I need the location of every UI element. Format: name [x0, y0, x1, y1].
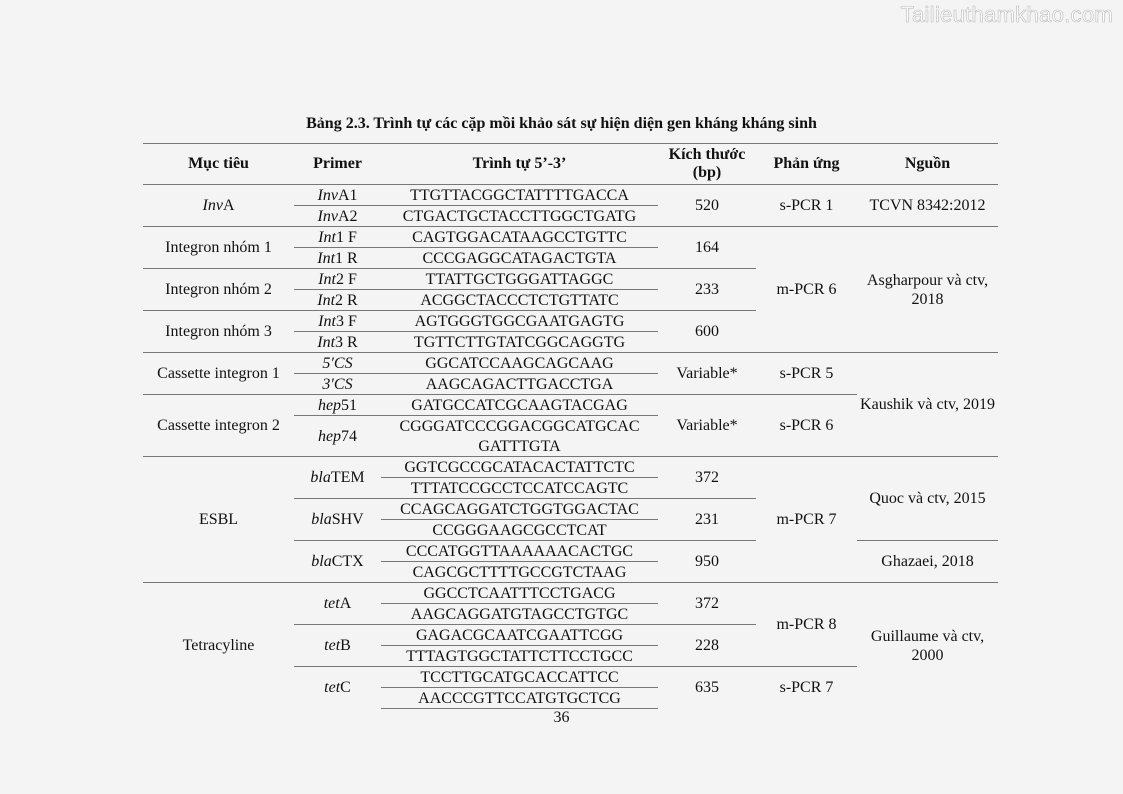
primer-cell: tetB: [294, 625, 381, 667]
table-row: [143, 227, 998, 248]
primer-cell: 5′CS: [294, 353, 381, 374]
sequence-cell: GATTTGTA: [478, 437, 561, 455]
primer-cell: tetA: [294, 583, 381, 625]
primer-cell: hep74: [294, 416, 381, 457]
reaction-cell: s-PCR 1: [779, 197, 834, 214]
sequence-cell: GGTCGCCGCATACACTATTCTC: [381, 457, 658, 478]
target-cell: Integron nhóm 3: [143, 311, 294, 353]
table-row: [143, 185, 998, 206]
sequence-cell: AAGCAGACTTGACCTGA: [381, 374, 658, 395]
primer-cell: Int1 F: [294, 227, 381, 248]
source-cell: Guillaume và ctv, 2000: [857, 583, 998, 709]
size-cell: Variable*: [658, 395, 756, 457]
header-sequence: Trình tự 5’-3’: [381, 144, 658, 185]
sequence-cell: GGCATCCAAGCAGCAAG: [381, 353, 658, 374]
table-caption: Bảng 2.3. Trình tự các cặp mồi khảo sát sự hiện diện gen kháng kháng sinh: [306, 115, 817, 132]
primer-cell: Int3 R: [294, 332, 381, 353]
header-primer: Primer: [294, 144, 381, 185]
target-cell: Cassette integron 2: [143, 395, 294, 457]
size-cell: 635: [658, 667, 756, 709]
sequence-cell: GATGCCATCGCAAGTACGAG: [381, 395, 658, 416]
source-cell: Ghazaei, 2018: [857, 541, 998, 583]
sequence-cell: GGCCTCAATTTCCTGACG: [381, 583, 658, 604]
primer-cell: blaSHV: [294, 499, 381, 541]
page-number: 36: [553, 709, 570, 726]
reaction-cell: s-PCR 7: [756, 667, 857, 709]
sequence-cell: AAGCAGGATGTAGCCTGTGC: [381, 604, 658, 625]
table-row: [143, 583, 998, 604]
primer-cell: 3′CS: [294, 374, 381, 395]
size-cell: 372: [658, 457, 756, 499]
sequence-cell: CAGTGGACATAAGCCTGTTC: [381, 227, 658, 248]
target-cell: InvA: [202, 197, 235, 214]
size-cell: 950: [658, 541, 756, 583]
source-cell: Quoc và ctv, 2015: [857, 457, 998, 541]
table-row: [143, 353, 998, 374]
source-cell: TCVN 8342:2012: [869, 197, 986, 214]
sequence-cell: TCCTTGCATGCACCATTCC: [381, 667, 658, 688]
sequence-cell: CCGGGAAGCGCCTCAT: [381, 520, 658, 541]
target-cell: Integron nhóm 2: [143, 269, 294, 311]
primer-cell: blaTEM: [294, 457, 381, 499]
target-cell: Integron nhóm 1: [143, 227, 294, 269]
primer-cell: Int2 F: [294, 269, 381, 290]
size-cell: 600: [658, 311, 756, 353]
header-reaction: Phản ứng: [756, 144, 857, 185]
sequence-cell: TTTATCCGCCTCCATCCAGTC: [381, 478, 658, 499]
header-size: Kích thước (bp): [658, 144, 756, 185]
size-cell: 228: [658, 625, 756, 667]
size-cell: Variable*: [658, 353, 756, 395]
primer-cell: blaCTX: [294, 541, 381, 583]
size-cell: 164: [658, 227, 756, 269]
sequence-cell: TTTAGTGGCTATTCTTCCTGCC: [381, 646, 658, 667]
sequence-cell: CCAGCAGGATCTGGTGGACTAC: [381, 499, 658, 520]
sequence-cell: AGTGGGTGGCGAATGAGTG: [381, 311, 658, 332]
sequence-cell: TTATTGCTGGGATTAGGC: [381, 269, 658, 290]
size-cell: 231: [658, 499, 756, 541]
header-source: Nguồn: [857, 144, 998, 185]
primer-cell: hep51: [294, 395, 381, 416]
sequence-cell: TGTTCTTGTATCGGCAGGTG: [381, 332, 658, 353]
sequence-cell: ACGGCTACCCTCTGTTATC: [381, 290, 658, 311]
primer-cell: Int3 F: [294, 311, 381, 332]
primer-cell: InvA2: [294, 206, 381, 227]
primer-cell: tetC: [294, 667, 381, 709]
sequence-cell: CGGGATCCCGGACGGCATGCAC: [381, 416, 658, 437]
target-cell: Cassette integron 1: [143, 353, 294, 395]
sequence-cell: CCCGAGGCATAGACTGTA: [381, 248, 658, 269]
reaction-cell: m-PCR 7: [756, 457, 857, 583]
reaction-cell: s-PCR 5: [756, 353, 857, 395]
header-target: Mục tiêu: [143, 144, 294, 185]
target-cell: Tetracyline: [143, 583, 294, 709]
reaction-cell: m-PCR 6: [756, 227, 857, 353]
sequence-cell: CAGCGCTTTTGCCGTCTAAG: [381, 562, 658, 583]
sequence-cell: CTGACTGCTACCTTGGCTGATG: [381, 206, 658, 227]
source-cell: Asgharpour và ctv, 2018: [857, 227, 998, 353]
table-header-row: [143, 144, 998, 185]
primer-table: [143, 143, 998, 709]
size-cell: 372: [658, 583, 756, 625]
sequence-cell: GAGACGCAATCGAATTCGG: [381, 625, 658, 646]
table-row: [143, 457, 998, 478]
size-cell: 520: [695, 197, 719, 214]
primer-cell: Int2 R: [294, 290, 381, 311]
primer-cell: Int1 R: [294, 248, 381, 269]
source-cell: Kaushik và ctv, 2019: [857, 353, 998, 457]
reaction-cell: m-PCR 8: [756, 583, 857, 667]
sequence-cell: TTGTTACGGCTATTTTGACCA: [410, 186, 629, 204]
target-cell: ESBL: [143, 457, 294, 583]
reaction-cell: s-PCR 6: [756, 395, 857, 457]
sequence-cell: AACCCGTTCCATGTGCTCG: [381, 688, 658, 709]
watermark: Tailieuthamkhao.com: [900, 2, 1113, 27]
sequence-cell: CCCATGGTTAAAAAACACTGC: [381, 541, 658, 562]
size-cell: 233: [658, 269, 756, 311]
primer-cell: InvA1: [317, 186, 358, 204]
